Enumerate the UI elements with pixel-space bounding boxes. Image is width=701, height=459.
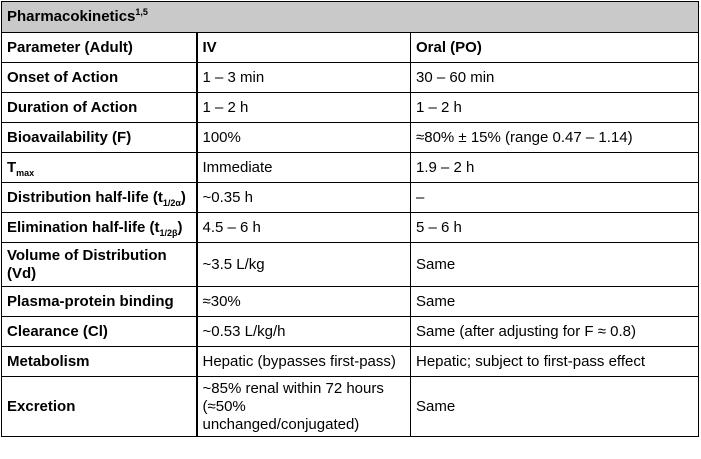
header-row — [2, 33, 699, 63]
table-row — [2, 287, 699, 317]
po-value: ≈80% ± 15% (range 0.47 – 1.14) — [411, 123, 699, 153]
param-elimination-half-life: Elimination half-life $(t_{1/2\beta})$ — [2, 213, 197, 243]
iv-value: 1 – 2 h — [197, 93, 411, 123]
table-row — [2, 153, 699, 183]
po-value: 5 – 6 h — [411, 213, 699, 243]
header-oral: Oral (PO) — [411, 33, 699, 63]
table-row — [2, 93, 699, 123]
table-title-row — [2, 2, 699, 33]
table-row — [2, 183, 699, 213]
iv-value: ~0.35 h — [197, 183, 411, 213]
iv-value: ~85% renal within 72 hours (≈50% unchanged/conjugated) — [197, 377, 411, 437]
iv-value: ≈30% — [197, 287, 411, 317]
table-title: Pharmacokinetics$^{1,5}$ — [2, 2, 699, 33]
param-onset: Onset of Action — [2, 63, 197, 93]
header-parameter: Parameter (Adult) — [2, 33, 197, 63]
param-tmax: $T_{max}$ — [2, 153, 197, 183]
po-value: Same — [411, 243, 699, 287]
po-value: 1 – 2 h — [411, 93, 699, 123]
iv-value: 4.5 – 6 h — [197, 213, 411, 243]
pharmacokinetics-table — [1, 1, 699, 437]
po-value: 30 – 60 min — [411, 63, 699, 93]
iv-value: 100% — [197, 123, 411, 153]
param-duration: Duration of Action — [2, 93, 197, 123]
param-distribution-half-life: Distribution half-life $(t_{1/2\alpha})$ — [2, 183, 197, 213]
table-row — [2, 243, 699, 287]
iv-value: ~0.53 L/kg/h — [197, 317, 411, 347]
header-iv: IV — [197, 33, 411, 63]
iv-value: 1 – 3 min — [197, 63, 411, 93]
table-row — [2, 347, 699, 377]
param-volume-of-distribution: Volume of Distribution (Vd) — [2, 243, 197, 287]
po-value: Same — [411, 287, 699, 317]
param-excretion: Excretion — [2, 377, 197, 437]
table-row — [2, 63, 699, 93]
param-metabolism: Metabolism — [2, 347, 197, 377]
iv-value: ~3.5 L/kg — [197, 243, 411, 287]
param-bioavailability: Bioavailability (F) — [2, 123, 197, 153]
param-clearance: Clearance (Cl) — [2, 317, 197, 347]
table-row — [2, 123, 699, 153]
table-row — [2, 213, 699, 243]
title-superscript: 1,5 — [135, 7, 148, 17]
po-value: 1.9 – 2 h — [411, 153, 699, 183]
param-protein-binding: Plasma-protein binding — [2, 287, 197, 317]
po-value: – — [411, 183, 699, 213]
po-value: Hepatic; subject to first-pass effect — [411, 347, 699, 377]
iv-value: Immediate — [197, 153, 411, 183]
table-row — [2, 377, 699, 437]
po-value: Same — [411, 377, 699, 437]
po-value: Same (after adjusting for F ≈ 0.8) — [411, 317, 699, 347]
iv-value: Hepatic (bypasses first-pass) — [197, 347, 411, 377]
table-row — [2, 317, 699, 347]
